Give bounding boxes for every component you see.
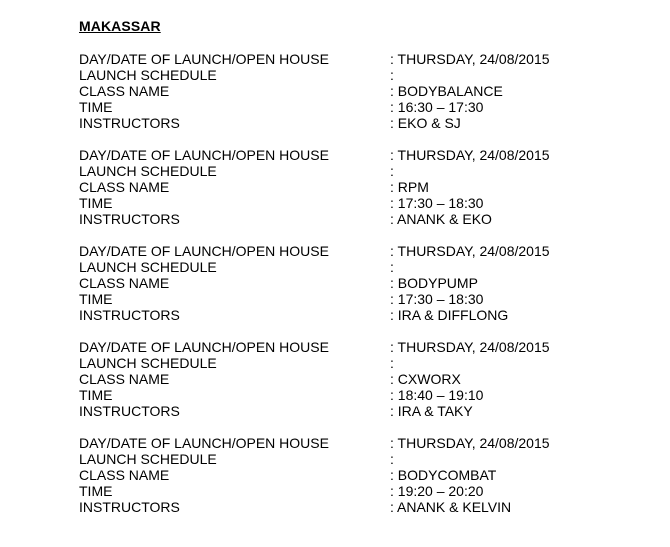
day-date-value: : THURSDAY, 24/08/2015 xyxy=(390,339,550,355)
row-launch-schedule xyxy=(79,163,659,179)
row-time xyxy=(79,99,659,115)
schedule-block-cxworx xyxy=(79,339,659,419)
time-value: : 19:20 – 20:20 xyxy=(390,483,484,499)
row-launch-schedule xyxy=(79,67,659,83)
instructors-label: INSTRUCTORS xyxy=(79,115,180,131)
time-value: : 17:30 – 18:30 xyxy=(390,195,484,211)
schedule-block-rpm xyxy=(79,147,659,227)
class-name-label: CLASS NAME xyxy=(79,275,170,291)
instructors-value: : IRA & DIFFLONG xyxy=(390,307,509,323)
row-class-name xyxy=(79,179,659,195)
schedule-block-bodypump xyxy=(79,243,659,323)
time-value: : 18:40 – 19:10 xyxy=(390,387,484,403)
class-name-label: CLASS NAME xyxy=(79,179,170,195)
row-class-name xyxy=(79,83,659,99)
day-date-label: DAY/DATE OF LAUNCH/OPEN HOUSE xyxy=(79,339,329,355)
document-page xyxy=(79,18,659,515)
time-label: TIME xyxy=(79,195,113,211)
day-date-value: : THURSDAY, 24/08/2015 xyxy=(390,243,550,259)
instructors-label: INSTRUCTORS xyxy=(79,211,180,227)
day-date-label: DAY/DATE OF LAUNCH/OPEN HOUSE xyxy=(79,435,329,451)
class-name-label: CLASS NAME xyxy=(79,83,170,99)
row-day-date xyxy=(79,435,659,451)
time-label: TIME xyxy=(79,291,113,307)
class-name-value: : RPM xyxy=(390,179,429,195)
row-class-name xyxy=(79,275,659,291)
class-name-value: : CXWORX xyxy=(390,371,461,387)
time-label: TIME xyxy=(79,99,113,115)
day-date-value: : THURSDAY, 24/08/2015 xyxy=(390,435,550,451)
row-day-date xyxy=(79,51,659,67)
row-day-date xyxy=(79,339,659,355)
instructors-value: : ANANK & EKO xyxy=(390,211,492,227)
instructors-label: INSTRUCTORS xyxy=(79,307,180,323)
row-time xyxy=(79,483,659,499)
launch-schedule-value: : xyxy=(390,67,394,83)
row-launch-schedule xyxy=(79,259,659,275)
time-value: : 16:30 – 17:30 xyxy=(390,99,484,115)
time-value: : 17:30 – 18:30 xyxy=(390,291,484,307)
instructors-value: : EKO & SJ xyxy=(390,115,461,131)
row-instructors xyxy=(79,115,659,131)
launch-schedule-label: LAUNCH SCHEDULE xyxy=(79,355,217,371)
class-name-value: : BODYCOMBAT xyxy=(390,467,497,483)
row-launch-schedule xyxy=(79,451,659,467)
class-name-label: CLASS NAME xyxy=(79,371,170,387)
time-label: TIME xyxy=(79,387,113,403)
row-time xyxy=(79,291,659,307)
row-day-date xyxy=(79,147,659,163)
row-day-date xyxy=(79,243,659,259)
row-instructors xyxy=(79,211,659,227)
launch-schedule-label: LAUNCH SCHEDULE xyxy=(79,451,217,467)
row-instructors xyxy=(79,403,659,419)
row-instructors xyxy=(79,307,659,323)
day-date-label: DAY/DATE OF LAUNCH/OPEN HOUSE xyxy=(79,51,329,67)
launch-schedule-value: : xyxy=(390,451,394,467)
instructors-value: : ANANK & KELVIN xyxy=(390,499,512,515)
day-date-label: DAY/DATE OF LAUNCH/OPEN HOUSE xyxy=(79,147,329,163)
time-label: TIME xyxy=(79,483,113,499)
instructors-value: : IRA & TAKY xyxy=(390,403,473,419)
day-date-value: : THURSDAY, 24/08/2015 xyxy=(390,147,550,163)
launch-schedule-label: LAUNCH SCHEDULE xyxy=(79,163,217,179)
row-launch-schedule xyxy=(79,355,659,371)
class-name-value: : BODYBALANCE xyxy=(390,83,503,99)
instructors-label: INSTRUCTORS xyxy=(79,403,180,419)
day-date-label: DAY/DATE OF LAUNCH/OPEN HOUSE xyxy=(79,243,329,259)
row-time xyxy=(79,387,659,403)
row-instructors xyxy=(79,499,659,515)
instructors-label: INSTRUCTORS xyxy=(79,499,180,515)
row-class-name xyxy=(79,371,659,387)
class-name-label: CLASS NAME xyxy=(79,467,170,483)
class-name-value: : BODYPUMP xyxy=(390,275,478,291)
day-date-value: : THURSDAY, 24/08/2015 xyxy=(390,51,550,67)
row-time xyxy=(79,195,659,211)
launch-schedule-value: : xyxy=(390,259,394,275)
launch-schedule-value: : xyxy=(390,163,394,179)
city-heading: MAKASSAR xyxy=(79,18,161,34)
launch-schedule-label: LAUNCH SCHEDULE xyxy=(79,67,217,83)
row-class-name xyxy=(79,467,659,483)
schedule-block-bodybalance xyxy=(79,51,659,131)
launch-schedule-value: : xyxy=(390,355,394,371)
launch-schedule-label: LAUNCH SCHEDULE xyxy=(79,259,217,275)
schedule-block-bodycombat xyxy=(79,435,659,515)
